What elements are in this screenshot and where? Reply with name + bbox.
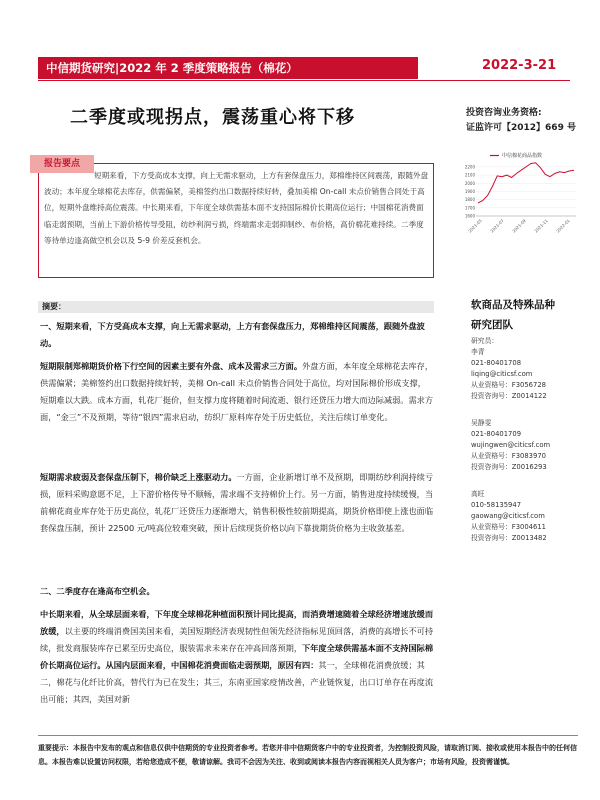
chart-ytick-label: 2200 <box>464 164 475 170</box>
chart-xtick-label: 2021-09 <box>511 218 527 234</box>
paragraph-3 <box>40 606 434 708</box>
section2-title-text: 二、二季度存在逢高布空机会。 <box>40 586 155 596</box>
chart-ytick-label: 2000 <box>464 180 475 186</box>
analyst-phone: 021-80401709 <box>471 430 522 438</box>
paragraph-1 <box>40 358 434 426</box>
cotton-index-chart <box>462 148 580 246</box>
analyst-name: 高旺 <box>471 490 485 498</box>
summary-text: 短期来看，下方受高成本支撑，向上无需求驱动，上方有套保盘压力，郑棉维持区间震荡，跟随外盘波动；本年度全球棉花去库存，供需偏紧，美棉签约出口数据持续好转，叠加美棉 On-call 未点价销售合同处于高位，短期外盘维持高位震荡。中长期来看，下年度全球供需基本面不支持国际棉价长期高位运行；中国棉花消费面临走弱预期，当前上下游价格传导受阻，纺纱利润亏损，终端需求走弱抑制纱、布价格，高价棉花难持续。二季度等待单边逢高做空机会以及 5-9 价差反套机会。 <box>44 171 429 245</box>
analyst-email[interactable]: liqing@citicsf.com <box>471 370 533 378</box>
chart-ytick-label: 1900 <box>464 188 475 194</box>
chart-xtick-label: 2021-05 <box>467 218 483 234</box>
summary-tag: 报告要点 <box>30 155 94 173</box>
report-header-title: 中信期货研究|2022 年 2 季度策略报告（棉花） <box>38 57 418 79</box>
analyst-name: 吴静雯 <box>471 419 492 427</box>
analyst-invest: 投资咨询号：Z0016293 <box>471 463 547 471</box>
abstract-heading: 摘要： <box>38 301 434 313</box>
paragraph-3-body-2: 其一，全球棉花消费放缓；其二，棉花与化纤比价高，替代行为已在发生；其三，东南亚国家疫情改善，产业链恢复，出口订单存在再度流出可能；其四，美国对新 <box>40 660 434 704</box>
analyst-invest: 投资咨询号：Z0013482 <box>471 534 547 542</box>
chart-series-line <box>478 163 574 203</box>
paragraph-3-lead: 中长期来看，从全球层面来看，下年度全球棉花种植面积预计同比提高，而消费增速随着全球经济增速放缓而放缓， <box>40 609 434 636</box>
paragraph-2-body: 一方面，企业新增订单不及预期，即期纺纱利润持续亏损，原料采购意愿不足，上下游价格传导不顺畅，需求端不支持棉价上行。另一方面，销售进度持续缓慢，当前棉花商业库存处于历史高位，轧花厂还贷压力逐渐增大，销售积极性较前期提高，期货价格即使上涨也面临套保盘压制，预计 22500 元/吨高位较难突破，预计后续现货价格以向下靠拢期货价格为主收敛基差。 <box>40 472 434 533</box>
analyst-card <box>471 418 550 473</box>
team-title <box>471 295 555 335</box>
paragraph-3-lead-2: 下年度全球供需基本面不支持国际棉价长期高位运行。从国内层面来看，中国棉花消费面临走弱预期，原因有四： <box>40 643 434 670</box>
analyst-card <box>471 347 550 402</box>
qualification <box>466 106 576 136</box>
header-divider <box>38 80 570 81</box>
disclaimer: 重要提示：本报告中发布的观点和信息仅供中信期货的专业投资者参考。若您并非中信期货客户中的专业投资者，为控制投资风险，请取消订阅、接收或使用本报告中的任何信息。本报告难以设置访问权限，若给您造成不便，敬请谅解。我司不会因为关注、收到或阅读本报告内容而视相关人员为客户；市场有风险，投资需谨慎。 <box>38 744 577 766</box>
chart-ytick-label: 1700 <box>464 205 475 211</box>
analyst-name: 李青 <box>471 348 485 356</box>
analyst-cert: 从业资格号：F3004611 <box>471 523 546 531</box>
section1-title-text: 一、短期来看，下方受高成本支撑，向上无需求驱动，上方有套保盘压力，郑棉维持区间震荡，跟随外盘波动。 <box>40 321 425 348</box>
paragraph-2-lead: 短期需求疲弱及套保盘压制下，棉价缺乏上涨驱动力。 <box>40 472 237 482</box>
report-date: 2022-3-21 <box>482 58 557 73</box>
paragraph-2 <box>40 469 434 537</box>
analyst-list <box>471 336 550 560</box>
section1-title <box>40 318 434 352</box>
qualification-line1: 投资咨询业务资格: <box>466 108 542 118</box>
qualification-line2: 证监许可【2012】669 号 <box>466 123 576 133</box>
section2-title <box>40 583 434 600</box>
report-title: 二季度或现拐点，震荡重心将下移 <box>70 107 355 128</box>
chart-ytick-label: 1600 <box>464 213 475 219</box>
footer-divider <box>38 735 578 736</box>
chart-xtick-label: 2021-07 <box>489 218 505 234</box>
analyst-role: 研究员： <box>471 337 499 345</box>
analyst-email[interactable]: wujingwen@citicsf.com <box>471 441 551 449</box>
chart-ytick-label: 1800 <box>464 197 475 203</box>
analyst-phone: 010-58135947 <box>471 501 522 509</box>
paragraph-1-lead: 短期限制郑棉期货价格下行空间的因素主要有外盘、成本及需求三方面。 <box>40 361 303 371</box>
paragraph-3-body-1: 以主要的终端消费国美国来看，美国短期经济表现韧性但领先经济指标见顶回落，消费的高增长不可持续，批发商服装库存已累至历史高位，服装需求未来存在冲高回落预期， <box>40 626 434 653</box>
team-title-line2: 研究团队 <box>471 319 513 331</box>
chart-xtick-label: 2021-11 <box>533 218 549 234</box>
chart-title: 中信棉花商品指数 <box>502 153 543 159</box>
chart-ytick-label: 2100 <box>464 172 475 178</box>
analyst-email[interactable]: gaowang@citicsf.com <box>471 512 545 520</box>
analyst-phone: 021-80401708 <box>471 359 522 367</box>
paragraph-1-body: 外盘方面，本年度全球棉花去库存，供需偏紧；美棉签约出口数据持续好转，美棉 On-call 未点价销售合同处于高位，均对国际棉价形成支撑，短期难以大跌。成本方面，轧花厂挺价，但支撑力度将随着时间流逝、银行还贷压力增大而边际减弱。需求方面，“金三”不及预期，等待“银四”需求启动，纺织厂原料库存处于历史低位，关注后续订单变化。 <box>40 361 434 422</box>
analyst-card <box>471 489 550 544</box>
team-title-line1: 软商品及特殊品种 <box>471 299 555 311</box>
chart-xtick-label: 2022-01 <box>555 218 571 234</box>
analyst-cert: 从业资格号：F3083970 <box>471 452 546 460</box>
analyst-cert: 从业资格号：F3056728 <box>471 381 546 389</box>
analyst-invest: 投资咨询号：Z0014122 <box>471 392 547 400</box>
